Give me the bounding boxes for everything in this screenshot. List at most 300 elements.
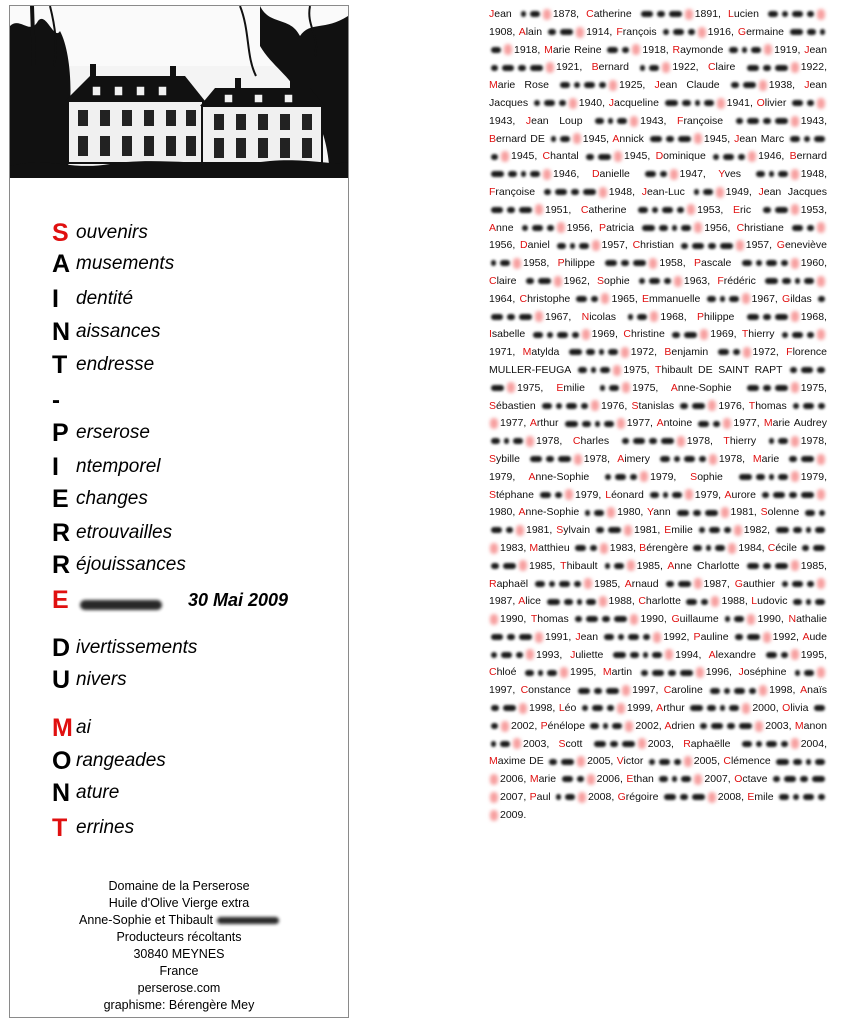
redacted-surname [607,47,618,53]
redacted-surname [710,688,720,694]
guest-entry [523,346,665,358]
guest-name: ernard [796,150,827,163]
guest-year: 1992, [663,630,694,643]
guest-initial: B [639,541,647,554]
redacted-initial [817,329,825,340]
guest-entry [697,311,827,323]
guest-entry [541,720,665,732]
guest-name: homas [755,399,787,412]
guest-year: 1949, [725,185,759,198]
redacted-surname [649,759,655,765]
redacted-surname [584,82,595,88]
redacted-surname [773,492,785,498]
redacted-surname [729,705,739,711]
redacted-surname [540,492,551,498]
redacted-surname [804,136,810,142]
guest-year: 1987, [703,577,735,590]
guest-initial: E [641,292,649,305]
footer-credits [10,878,348,1014]
redacted-initial [791,436,799,447]
redacted-initial [662,62,670,73]
redacted-surname [650,136,662,142]
redacted-surname [801,492,814,498]
redacted-surname [781,652,788,658]
redacted-initial [694,774,702,785]
redacted-initial [573,133,581,144]
guest-initial: M [763,417,773,430]
redacted-initial [736,240,744,251]
redacted-initial [630,116,638,127]
guest-initial: C [519,292,528,305]
redacted-surname [642,225,655,231]
redacted-surname [775,118,788,124]
redacted-surname [582,705,588,711]
redacted-surname [765,278,778,284]
guest-name: érengère [646,541,689,554]
redacted-surname [594,741,606,747]
guest-year: 1971, [489,346,523,359]
redacted-surname [491,154,498,160]
redacted-surname [599,82,606,88]
guest-year: 1953, [697,203,733,216]
redacted-surname [815,759,825,765]
acrostic-letter: R [52,519,71,547]
guest-initial: M [529,773,539,786]
redacted-initial [501,721,509,732]
guest-year: 1957, [745,239,777,252]
redacted-surname [640,65,645,71]
guest-initial: R [683,737,691,750]
redacted-surname [814,705,825,711]
guest-initial: A [800,684,808,697]
redacted-initial [817,98,825,109]
redacted-surname [591,296,598,302]
guest-name: rédéric [723,274,756,287]
guest-initial: G [782,292,791,305]
redacted-surname [560,29,573,35]
guest-year: 2003, [765,719,795,732]
redacted-surname [803,403,814,409]
guest-name: anielle [599,168,630,181]
guest-entry [489,755,617,767]
redacted-surname [535,581,545,587]
guest-year: 1985, [636,559,668,572]
guest-year: 1979, [574,488,606,501]
redacted-surname [677,510,689,516]
guest-entry [694,257,827,269]
redacted-surname [778,474,788,480]
redacted-surname [566,403,577,409]
guest-entry [667,560,827,572]
redacted-surname [792,581,803,587]
redacted-initial [694,578,702,589]
redacted-surname [530,11,540,17]
redacted-initial [557,222,565,233]
redacted-surname [500,260,510,266]
redacted-surname [669,11,682,17]
redacted-initial [685,9,693,20]
redacted-surname [709,527,720,533]
redacted-surname [688,29,695,35]
guest-year: 1964, [489,292,520,305]
guest-year: 1918, [514,43,545,56]
redacted-surname [720,243,733,249]
redacted-surname [724,688,730,694]
redacted-surname [727,723,735,729]
guest-name: ildas [790,292,812,305]
guest-year: 1967, [545,310,582,323]
redacted-initial [627,560,635,571]
event-date: 30 Mai 2009 [188,590,289,610]
guest-initial: C [489,666,497,679]
guest-name: ann [653,506,671,519]
redacted-surname [491,741,496,747]
redacted-surname [778,171,788,177]
guest-name: nne-Sophie [525,506,580,519]
redacted-initial [759,685,767,696]
guest-name: hristiane [744,221,784,234]
redacted-surname [813,545,825,551]
redacted-surname [574,581,581,587]
guest-initial: G [737,25,747,38]
guest-initial: T [723,435,730,448]
redacted-initial [617,418,625,429]
guest-name: ean-Luc [646,185,685,198]
redacted-surname [622,741,635,747]
redacted-surname [594,510,604,516]
redacted-surname [680,403,688,409]
redacted-surname [491,171,504,177]
guest-name: authier [742,577,776,590]
redacted-surname [519,314,532,320]
redacted-initial [817,222,825,233]
redacted-surname [659,225,668,231]
redacted-surname [621,260,629,266]
redacted-surname [779,794,789,800]
redacted-surname [818,296,825,302]
guest-entry [694,631,803,643]
redacted-surname [660,171,667,177]
guest-name: urore [731,488,757,501]
redacted-surname [605,474,611,480]
redacted-surname [586,349,595,355]
guest-initial: P [693,630,701,643]
redacted-surname [630,652,639,658]
redacted-surname [747,563,759,569]
guest-initial: A [670,381,678,394]
guest-entry [656,150,790,162]
acrostic-letter: A [52,250,71,278]
guest-year: 1997, [632,684,664,697]
redacted-surname [693,545,702,551]
guest-entry [664,346,786,358]
redacted-surname [792,225,803,231]
guest-name: lain [525,25,543,38]
guest-year: 1997, [489,684,521,697]
redacted-surname [592,705,603,711]
guest-initial: M [794,719,804,732]
redacted-surname [576,296,587,302]
guest-year: 1975, [800,381,827,394]
redacted-surname [556,794,561,800]
guest-entry [518,595,638,607]
guest-name: rnaud [631,577,659,590]
guest-year: 1946, [553,168,592,181]
guest-name: aniel [527,239,550,252]
guest-name: atherine [588,203,627,216]
guest-initial: A [667,559,675,572]
guest-year: 1945, [511,150,543,163]
guest-year: 1953, [800,203,827,216]
redacted-initial [501,151,509,162]
guest-year: 1993, [536,648,571,661]
redacted-surname [649,438,657,444]
guest-year: 1943, [800,114,827,127]
redacted-surname [217,917,279,924]
redacted-initial [817,454,825,465]
guest-year: 2006, [596,773,627,786]
redacted-surname [605,260,617,266]
redacted-initial [791,382,799,393]
redacted-initial [535,311,543,322]
redacted-surname [736,118,743,124]
redacted-initial [791,311,799,322]
guest-initial: P [540,719,548,732]
redacted-surname [604,634,614,640]
redacted-surname [686,599,697,605]
guest-entry [559,738,684,750]
guest-entry [581,204,733,216]
guest-name: hristophe [527,292,571,305]
guest-initial: A [664,719,672,732]
guest-year: 1994, [675,648,709,661]
redacted-initial [526,649,534,660]
redacted-surname [608,118,613,124]
redacted-surname [500,741,510,747]
redacted-surname [817,367,825,373]
redacted-surname [734,688,745,694]
guest-entry [639,542,768,554]
footer-website: perserose.com [137,981,221,995]
redacted-surname [756,171,765,177]
redacted-surname [561,759,574,765]
redacted-surname [586,616,598,622]
redacted-surname [607,705,614,711]
guest-entry [597,275,717,287]
redacted-initial [587,774,595,785]
redacted-surname [775,314,788,320]
redacted-initial [817,276,825,287]
redacted-surname [508,171,517,177]
guest-initial: S [631,399,639,412]
guest-year: 1991, [545,630,576,643]
redacted-surname [763,314,771,320]
guest-name: ernard [598,61,629,74]
guest-entry [575,631,693,643]
guest-initial: A [518,506,526,519]
guest-initial: C [663,684,672,697]
guest-name: enjamin [671,346,709,359]
guest-name: ébastien [496,399,536,412]
guest-initial: O [782,702,791,715]
redacted-surname [600,385,605,391]
redacted-surname [542,403,552,409]
guest-entry [603,666,739,678]
redacted-surname [628,314,633,320]
guest-year: 1945, [624,150,656,163]
guest-year: 1916, [707,25,738,38]
redacted-initial [601,293,609,304]
guest-name: ophie [697,470,723,483]
guest-name: hantal [550,150,579,163]
guest-name: ean [580,630,599,643]
guest-year: 1977, [733,417,764,430]
guest-initial: S [556,524,564,537]
acrostic-row [52,419,150,447]
guest-initial: M [602,666,612,679]
acrostic-row [52,519,172,547]
guest-initial: F [677,114,684,127]
guest-year: 1976, [718,399,749,412]
guest-name: harles [580,435,610,448]
guest-year: 2003, [647,737,684,750]
redacted-surname [733,349,740,355]
guest-year: 1969, [591,328,624,341]
redacted-surname [684,456,695,462]
redacted-surname [664,794,676,800]
redacted-surname [775,207,788,213]
guest-name: rthur [536,417,559,430]
redacted-surname [617,118,627,124]
redacted-surname [795,670,800,676]
redacted-surname [491,438,500,444]
guest-name: hibault [566,559,598,572]
redacted-initial [638,738,646,749]
guest-year: 1958, [659,257,694,270]
redacted-surname [641,11,653,17]
redacted-surname [701,599,708,605]
redacted-initial [694,133,702,144]
redacted-surname [692,794,705,800]
guest-year: 2007, [500,791,530,804]
redacted-initial [721,507,729,518]
redacted-surname [603,723,608,729]
guest-initial: L [728,8,734,20]
redacted-surname [578,367,587,373]
redacted-surname [533,332,543,338]
redacted-surname [700,723,707,729]
guest-name: aymonde [680,43,724,56]
redacted-initial [687,204,695,215]
redacted-surname [793,794,799,800]
redacted-surname [595,421,600,427]
redacted-surname [775,563,788,569]
redacted-surname [784,776,796,782]
guest-initial: J [804,43,810,56]
redacted-surname [491,47,501,53]
redacted-surname [735,634,743,640]
redacted-surname [547,225,554,231]
guest-initial: C [489,274,497,287]
redacted-initial [653,632,661,643]
guest-entry [625,578,735,590]
redacted-surname [622,47,629,53]
guest-name: ean [809,43,827,56]
guest-entry [664,524,774,536]
guest-initial: T [741,328,749,341]
acrostic-letter: N [52,318,71,346]
acrostic-word: ature [76,782,120,803]
guest-year: 1975, [623,363,656,376]
redacted-surname [596,527,604,533]
redacted-initial [685,489,693,500]
guest-entry [519,506,647,518]
guest-initial: C [632,239,641,252]
redacted-surname [583,189,596,195]
guest-name: hristine [630,328,665,341]
guest-name: artin [611,666,633,679]
guest-name: ves [724,168,742,181]
redacted-surname [491,385,504,391]
guest-year: 2006, [500,773,530,786]
redacted-initial [609,80,617,91]
guest-name: arie Reine [552,43,602,56]
redacted-surname [672,332,680,338]
acrostic-row [52,714,91,742]
redacted-surname [638,207,648,213]
guest-entry [489,400,632,412]
redacted-surname [763,563,771,569]
guest-initial: L [558,702,565,715]
guest-initial: G [776,239,785,252]
redacted-initial [708,400,716,411]
guest-initial: A [802,630,810,643]
redacted-initial [554,276,562,287]
guest-name: nnick [619,132,644,145]
acrostic [10,6,348,1019]
guest-initial: B [489,132,497,145]
guest-name: nne [496,221,514,234]
guest-name: eneviève [784,239,827,252]
guest-year: 1990, [500,613,531,626]
guest-initial: N [581,310,590,323]
redacted-surname [707,296,716,302]
redacted-surname [693,510,701,516]
redacted-initial [791,649,799,660]
redacted-surname [581,403,588,409]
redacted-initial [584,578,592,589]
acrostic-word: éjouissances [76,554,186,575]
redacted-surname [782,278,791,284]
redacted-initial [614,151,622,162]
redacted-surname [548,29,556,35]
guest-initial: C [572,435,581,448]
guest-year: 1985, [800,559,827,572]
redacted-surname [742,47,747,53]
redacted-initial [696,667,704,678]
redacted-surname [766,260,777,266]
guest-year: 1945, [703,132,735,145]
acrostic-row [52,453,161,481]
redacted-surname [612,723,622,729]
redacted-surname [807,11,814,17]
guest-name: laire [496,274,517,287]
acrostic-word: nivers [76,669,127,690]
redacted-surname [790,367,797,373]
redacted-surname [681,243,688,249]
redacted-surname [507,634,515,640]
redacted-surname [507,207,515,213]
